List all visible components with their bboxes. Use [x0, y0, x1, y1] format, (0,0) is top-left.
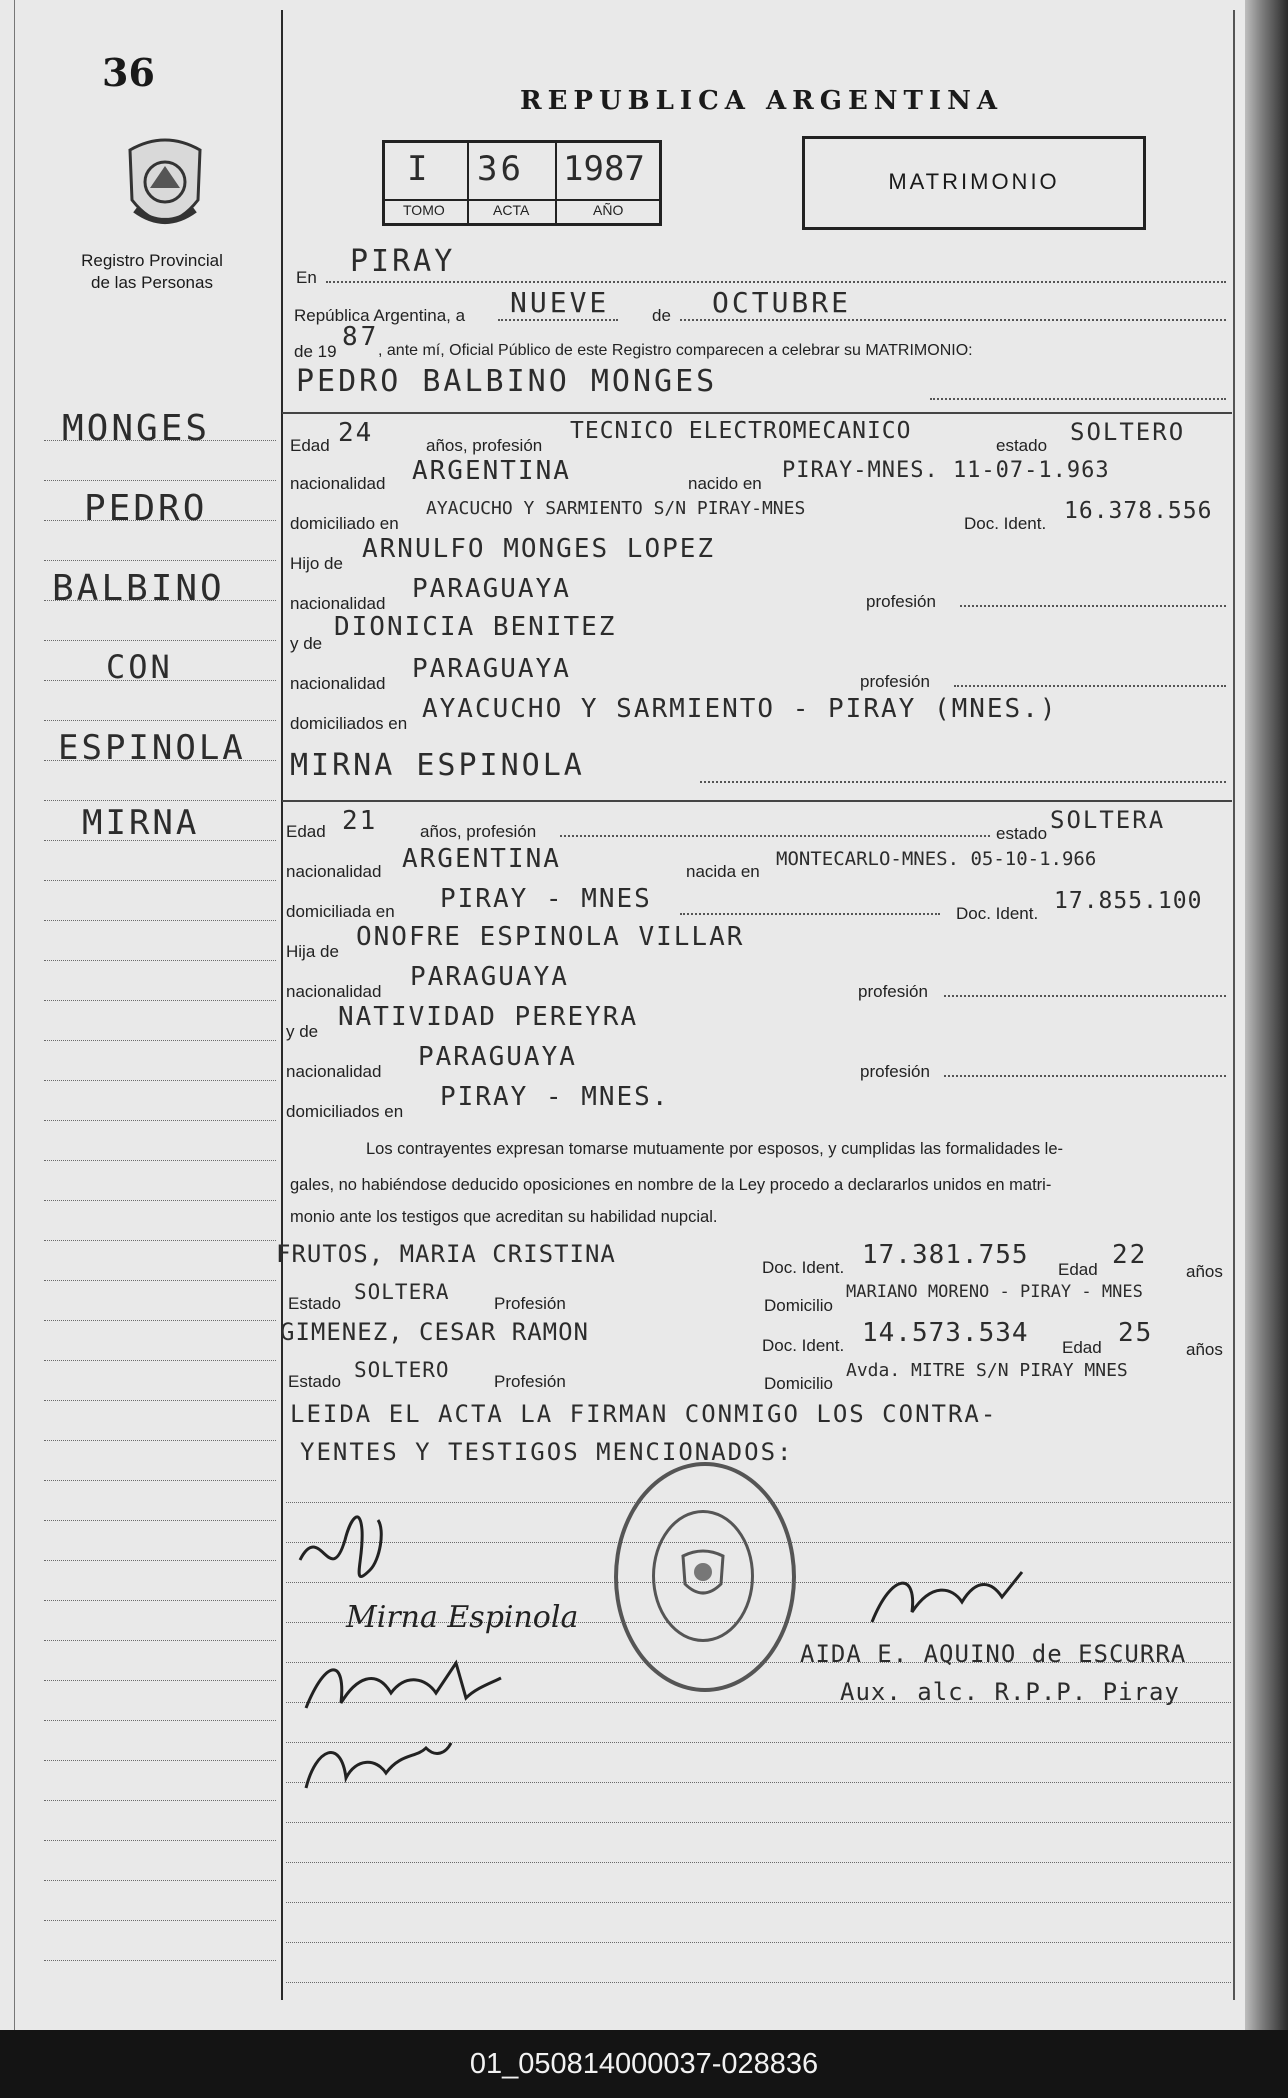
groom-edad-label: Edad: [290, 436, 330, 455]
bride-mother-prof-label: profesión: [860, 1062, 930, 1081]
bride-estado: SOLTERA: [1050, 806, 1166, 834]
witness1-doc-label: Doc. Ident.: [762, 1258, 845, 1277]
acta-value: 36: [477, 149, 524, 189]
witness1-age: 22: [1112, 1240, 1148, 1270]
bride-father: ONOFRE ESPINOLA VILLAR: [356, 922, 745, 952]
witness2-edad-label: Edad: [1062, 1338, 1102, 1357]
groom-domicile: AYACUCHO Y SARMIENTO S/N PIRAY-MNES: [426, 498, 806, 519]
bride-edad-label: Edad: [286, 822, 326, 841]
margin-rule: [44, 720, 276, 721]
witness2-doc-label: Doc. Ident.: [762, 1336, 845, 1355]
witness1-estado-label: Estado: [288, 1294, 341, 1313]
bride-doc-label: Doc. Ident.: [956, 904, 1039, 923]
margin-first-name-bride: MIRNA: [82, 803, 200, 843]
margin-rule: [44, 640, 276, 641]
groom-mother: DIONICIA BENITEZ: [334, 612, 617, 642]
bride-signature: Mirna Espinola: [346, 1600, 579, 1635]
bride-nac-label: nacionalidad: [286, 862, 382, 881]
tomo-value: I: [407, 149, 431, 189]
witness1-anos-label: años: [1186, 1262, 1223, 1281]
bride-mother-nat-label: nacionalidad: [286, 1062, 382, 1081]
bride-father-nat-label: nacionalidad: [286, 982, 382, 1001]
margin-rule: [44, 1800, 276, 1801]
official-signature-icon: [862, 1562, 1032, 1632]
bride-parents-domicile: PIRAY - MNES.: [440, 1082, 670, 1112]
margin-rule: [44, 1400, 276, 1401]
margin-rule: [44, 1640, 276, 1641]
witness1-estado: SOLTERA: [354, 1280, 450, 1304]
record-box: [382, 140, 662, 226]
margin-rule: [44, 1760, 276, 1761]
declaration-line2: gales, no habiéndose deducido oposiciones en nombre de la Ley procedo a declararlos unidos en matri-: [290, 1176, 1052, 1194]
registry-line1: Registro Provincial: [81, 251, 223, 270]
witness2-domicile: Avda. MITRE S/N PIRAY MNES: [846, 1360, 1128, 1381]
margin-rule: [44, 880, 276, 881]
groom-estado: SOLTERO: [1070, 418, 1186, 446]
margin-rule: [44, 1960, 276, 1961]
registry-label: [62, 250, 242, 294]
groom-dom-label: domiciliado en: [290, 514, 399, 533]
groom-parents-dom-label: domiciliados en: [290, 714, 408, 733]
groom-signature-icon: [290, 1500, 410, 1610]
margin-rule: [44, 1440, 276, 1441]
margin-rule: [44, 560, 276, 561]
witness2-age: 25: [1118, 1318, 1154, 1348]
groom-father-nat-label: nacionalidad: [290, 594, 386, 613]
witness2-dom-label: Domicilio: [764, 1374, 833, 1393]
margin-rule: [44, 1560, 276, 1561]
margin-rule: [44, 1280, 276, 1281]
groom-profession: TECNICO ELECTROMECANICO: [570, 418, 912, 444]
groom-birth: PIRAY-MNES. 11-07-1.963: [782, 458, 1110, 483]
margin-rule: [44, 1040, 276, 1041]
declaration-line1: Los contrayentes expresan tomarse mutuamente por esposos, y cumplidas las formalidades le-: [366, 1140, 1064, 1158]
witness1-dom-label: Domicilio: [764, 1296, 833, 1315]
groom-doc-label: Doc. Ident.: [964, 514, 1047, 533]
place-value: PIRAY: [350, 244, 456, 279]
left-border: [14, 0, 15, 2030]
groom-age: 24: [338, 418, 374, 448]
bride-hija-label: Hija de: [286, 942, 339, 961]
witness1-domicile: MARIANO MORENO - PIRAY - MNES: [846, 1282, 1143, 1302]
margin-con: CON: [106, 648, 173, 686]
signature-rule: [286, 1902, 1231, 1903]
groom-prof-label: años, profesión: [426, 436, 543, 455]
signature-rule: [286, 1982, 1231, 1983]
groom-parents-domicile: AYACUCHO Y SARMIENTO - PIRAY (MNES.): [422, 694, 1058, 724]
groom-doc: 16.378.556: [1064, 498, 1213, 524]
bride-age: 21: [342, 806, 378, 836]
witness1-edad-label: Edad: [1058, 1260, 1098, 1279]
witness1-prof-label: Profesión: [494, 1294, 566, 1313]
witness2-estado-label: Estado: [288, 1372, 341, 1391]
bride-nationality: ARGENTINA: [402, 844, 561, 874]
closing-line2: YENTES Y TESTIGOS MENCIONADOS:: [300, 1438, 794, 1466]
page-number: 36: [102, 50, 155, 95]
country-title: REPUBLICA ARGENTINA: [520, 86, 1004, 116]
groom-nacido-label: nacido en: [688, 474, 762, 493]
margin-first-name-groom: PEDRO: [84, 488, 208, 529]
bride-parents-dom-label: domiciliados en: [286, 1102, 404, 1121]
official-name: AIDA E. AQUINO de ESCURRA: [800, 1640, 1187, 1668]
year-suffix: 87: [342, 322, 380, 352]
groom-estado-label: estado: [996, 436, 1048, 455]
margin-rule: [44, 1880, 276, 1881]
margin-rule: [44, 1120, 276, 1121]
margin-rule: [44, 1920, 276, 1921]
groom-father: ARNULFO MONGES LOPEZ: [362, 534, 716, 564]
bride-father-nat: PARAGUAYA: [410, 962, 569, 992]
margin-divider: [281, 10, 283, 2000]
bride-estado-label: estado: [996, 824, 1048, 843]
en-label: En: [296, 268, 317, 287]
witness1-doc: 17.381.755: [862, 1240, 1029, 1270]
witness2-doc: 14.573.534: [862, 1318, 1029, 1348]
margin-rule: [44, 1160, 276, 1161]
closing-line1: LEIDA EL ACTA LA FIRMAN CONMIGO LOS CONTRA-: [290, 1400, 998, 1428]
witness1-name: FRUTOS, MARIA CRISTINA: [276, 1240, 616, 1268]
bride-mother: NATIVIDAD PEREYRA: [338, 1002, 639, 1032]
margin-rule: [44, 1320, 276, 1321]
margin-rule: [44, 1360, 276, 1361]
margin-rule: [44, 920, 276, 921]
bride-name: MIRNA ESPINOLA: [290, 748, 585, 783]
bride-nacida-label: nacida en: [686, 862, 760, 881]
margin-rule: [44, 1720, 276, 1721]
rep-label: República Argentina, a: [294, 306, 466, 325]
groom-name: PEDRO BALBINO MONGES: [296, 364, 718, 399]
witness2-name: GIMENEZ, CESAR RAMON: [280, 1318, 589, 1346]
margin-rule: [44, 1600, 276, 1601]
signature-rule: [286, 1822, 1231, 1823]
right-border: [1233, 10, 1235, 2000]
bride-birth: MONTECARLO-MNES. 05-10-1.966: [776, 848, 1097, 870]
book-binding-edge: [1245, 0, 1288, 2030]
doc-type: MATRIMONIO: [888, 169, 1060, 194]
groom-mother-prof-label: profesión: [860, 672, 930, 691]
witness2-signature-icon: [296, 1728, 456, 1808]
footer-id: 01_050814000037-028836: [469, 2048, 819, 2080]
acta-label: ACTA: [493, 202, 530, 218]
ano-value: 1987: [563, 149, 645, 189]
groom-mother-nat: PARAGUAYA: [412, 654, 571, 684]
tomo-label: TOMO: [403, 202, 445, 218]
witness2-anos-label: años: [1186, 1340, 1223, 1359]
month-value: OCTUBRE: [712, 286, 852, 319]
bride-father-prof-label: profesión: [858, 982, 928, 1001]
year-prefix: de 19: [294, 342, 337, 361]
margin-rule: [44, 1080, 276, 1081]
bride-dom-label: domiciliada en: [286, 902, 395, 921]
margin-rule: [44, 1240, 276, 1241]
margin-rule: [44, 1520, 276, 1521]
ano-label: AÑO: [593, 202, 624, 218]
signature-rule: [286, 1942, 1231, 1943]
groom-mother-nat-label: nacionalidad: [290, 674, 386, 693]
margin-surname-groom: MONGES: [62, 408, 211, 449]
official-title: Aux. alc. R.P.P. Piray: [840, 1678, 1180, 1706]
de-label: de: [652, 306, 671, 325]
bride-yde-label: y de: [286, 1022, 319, 1041]
witness2-prof-label: Profesión: [494, 1372, 566, 1391]
official-seal: [614, 1462, 796, 1692]
margin-rule: [44, 960, 276, 961]
groom-nac-label: nacionalidad: [290, 474, 386, 493]
bride-domicile: PIRAY - MNES: [440, 884, 652, 914]
groom-hijo-label: Hijo de: [290, 554, 343, 573]
margin-rule: [44, 800, 276, 801]
margin-rule: [44, 480, 276, 481]
margin-second-name-groom: BALBINO: [52, 568, 225, 609]
groom-father-prof-label: profesión: [866, 592, 936, 611]
margin-rule: [44, 1000, 276, 1001]
declaration-line3: monio ante los testigos que acreditan su habilidad nupcial.: [290, 1208, 718, 1226]
margin-rule: [44, 1680, 276, 1681]
margin-rule: [44, 1480, 276, 1481]
witness2-estado: SOLTERO: [354, 1358, 450, 1382]
margin-rule: [44, 1200, 276, 1201]
doc-type-box: [802, 136, 1146, 230]
groom-yde-label: y de: [290, 634, 323, 653]
margin-surname-bride: ESPINOLA: [58, 728, 246, 768]
day-value: NUEVE: [510, 286, 610, 319]
bride-mother-nat: PARAGUAYA: [418, 1042, 577, 1072]
bride-doc: 17.855.100: [1054, 888, 1203, 914]
witness1-signature-icon: [296, 1648, 506, 1728]
margin-rule: [44, 1840, 276, 1841]
groom-nationality: ARGENTINA: [412, 456, 571, 486]
bride-prof-label: años, profesión: [420, 822, 537, 841]
seal-crest-icon: [678, 1546, 728, 1602]
signature-rule: [286, 1862, 1231, 1863]
registry-line2: de las Personas: [91, 273, 213, 292]
intro-text: , ante mí, Oficial Público de este Registro comparecen a celebrar su MATRIMONIO:: [378, 342, 973, 359]
groom-father-nat: PARAGUAYA: [412, 574, 571, 604]
province-crest-icon: [120, 130, 210, 245]
